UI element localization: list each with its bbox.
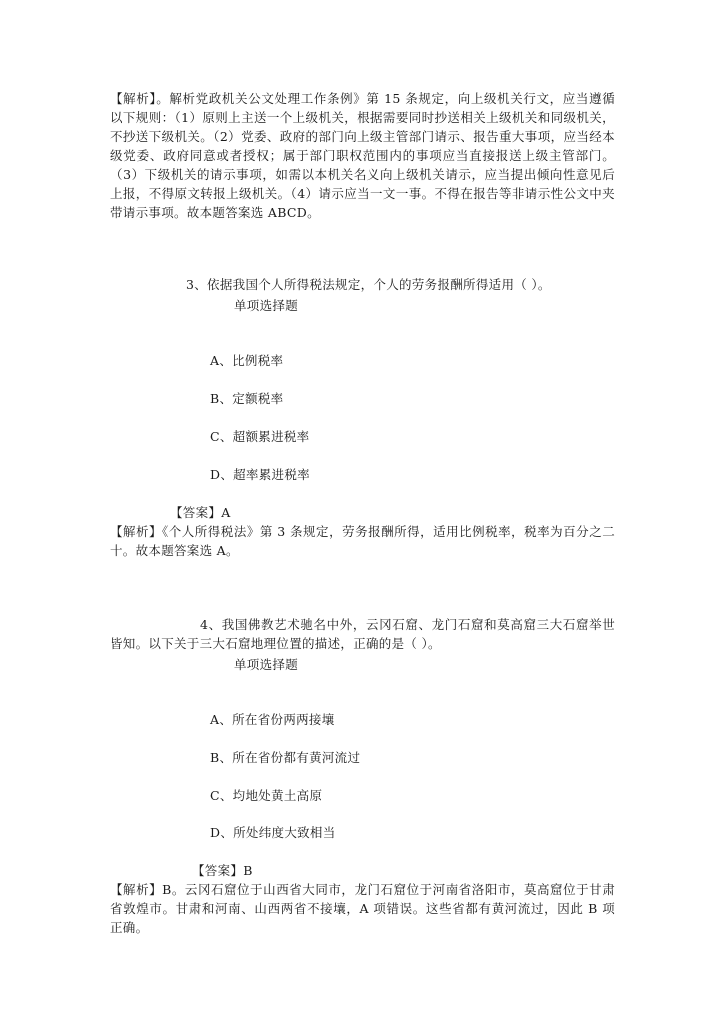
question-3-stem: 3、依据我国个人所得税法规定，个人的劳务报酬所得适用（ ）。 <box>186 277 551 292</box>
question-4-option-a: A、所在省份两两接壤 <box>210 712 335 727</box>
question-4-answer: 【答案】B <box>192 863 253 878</box>
question-3-type: 单项选择题 <box>234 298 299 313</box>
question-4-analysis: 【解析】B。云冈石窟位于山西省大同市，龙门石窟位于河南省洛阳市，莫高窟位于甘肃省敦煌市。甘肃和河南、山西两省不接壤，A 项错误。这些省都有黄河流过，因此 B 项正确。 <box>110 882 615 935</box>
question-3-option-b: B、定额税率 <box>210 391 284 406</box>
question-3-option-c: C、超额累进税率 <box>210 429 310 444</box>
question-4-type: 单项选择题 <box>234 657 299 672</box>
question-3-option-d: D、超率累进税率 <box>210 467 310 482</box>
analysis-paragraph-1: 【解析】。解析党政机关公文处理工作条例》第 15 条规定，向上级机关行文，应当遵循以下规则：（1）原则上主送一个上级机关，根据需要同时抄送相关上级机关和同级机关，不抄送下级机关。（2）党委、政府的部门向上级主管部门请示、报告重大事项，应当经本级党委、政府同意或者授权；属于部门职权范围内的事项应当直接报送上级主管部门。（3）下级机关的请示事项，如需以本机关名义向上级机关请示，应当提出倾向性意见后上报，不得原文转报上级机关。（4）请示应当一文一事。不得在报告等非请示性公文中夹带请示事项。故本题答案选 ABCD。 <box>110 91 615 220</box>
question-3-option-a: A、比例税率 <box>210 353 284 368</box>
question-4-stem: 4、我国佛教艺术驰名中外，云冈石窟、龙门石窟和莫高窟三大石窟举世皆知。以下关于三大石窟地理位置的描述，正确的是（ ）。 <box>110 617 615 651</box>
question-4-option-d: D、所处纬度大致相当 <box>210 825 336 840</box>
question-3-analysis: 【解析】《个人所得税法》第 3 条规定，劳务报酬所得，适用比例税率，税率为百分之二十。故本题答案选 A。 <box>110 524 615 558</box>
question-3-answer: 【答案】A <box>170 505 231 520</box>
question-4-option-c: C、均地处黄土高原 <box>210 788 323 803</box>
question-4-option-b: B、所在省份都有黄河流过 <box>210 750 361 765</box>
